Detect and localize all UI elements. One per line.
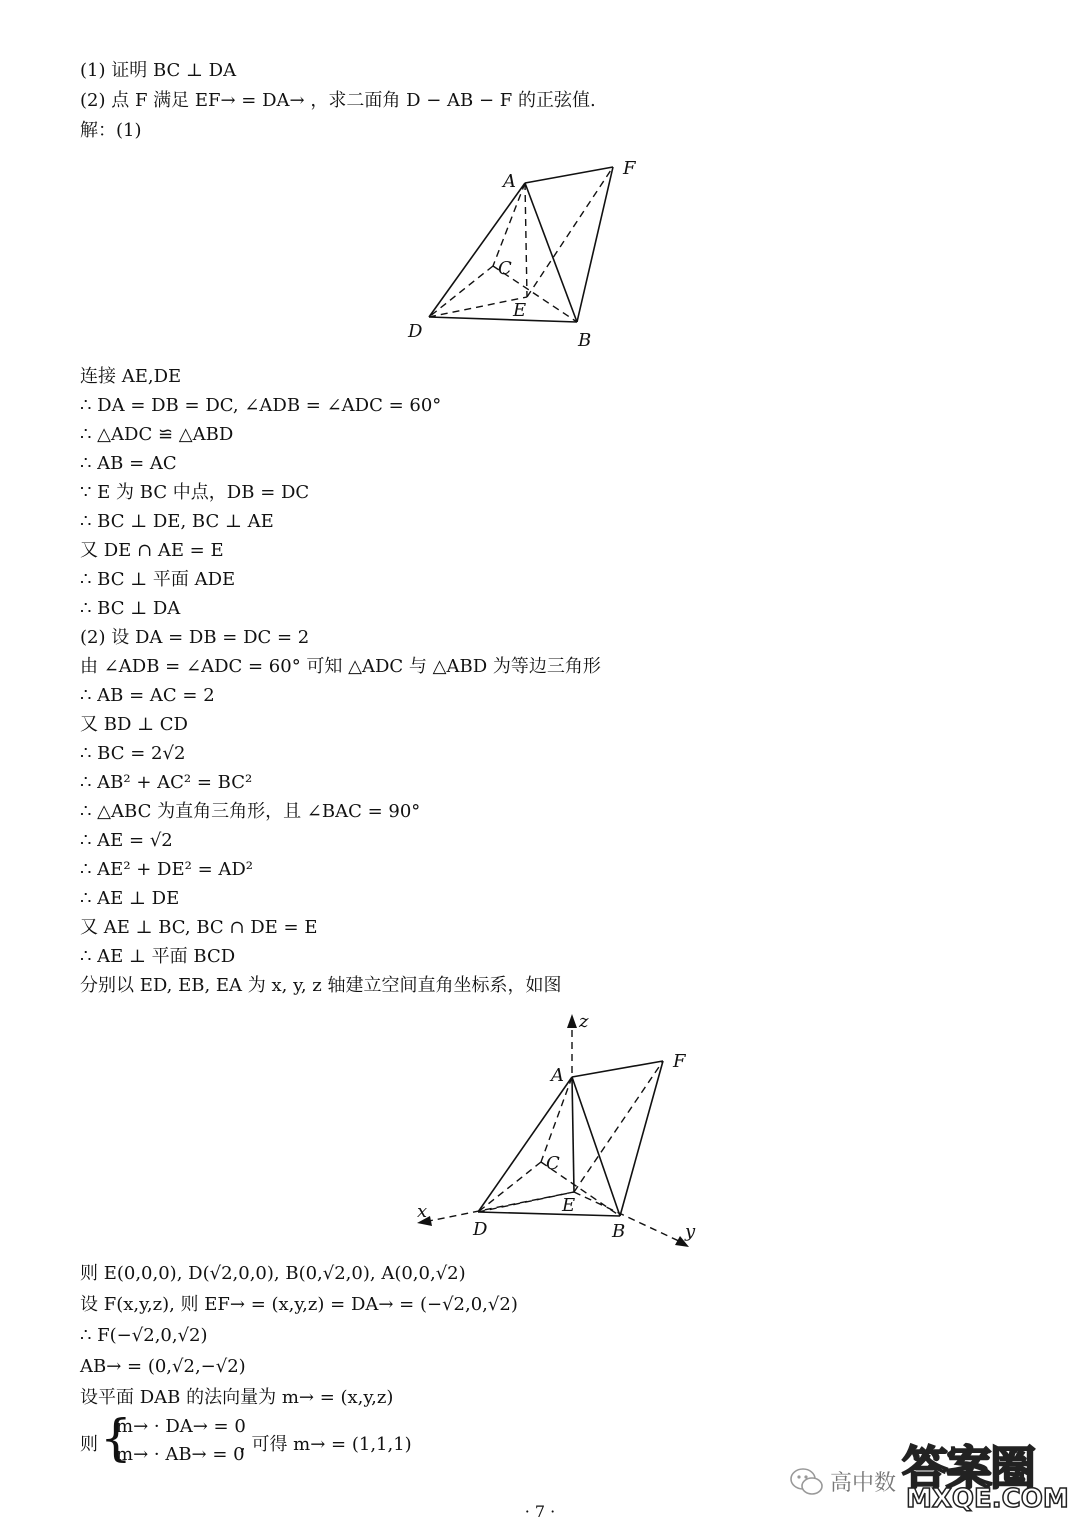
solution-line: 则 E(0,0,0), D(√2,0,0), B(0,√2,0), A(0,0,√2) [80, 1263, 466, 1284]
label-C: C [498, 258, 512, 279]
solution-line: ∴ △ADC ≌ △ABD [80, 424, 234, 445]
label-z: z [579, 1011, 589, 1032]
edge-DB [429, 317, 577, 322]
solution-line: ∴ BC ⊥ DE, BC ⊥ AE [80, 511, 274, 532]
solution-line: ∴ AE = √2 [80, 830, 173, 851]
solution-line: 由 ∠ADB = ∠ADC = 60° 可知 △ADC 与 △ABD 为等边三角形 [80, 656, 601, 677]
edge-FB [620, 1061, 663, 1216]
label-B: B [612, 1221, 626, 1242]
solution-line: ∴ AB² + AC² = BC² [80, 772, 253, 793]
edge-EF [574, 1061, 663, 1192]
label-x: x [417, 1201, 428, 1222]
y-axis-line [574, 1192, 681, 1242]
solution-line: ∵ E 为 BC 中点，DB = DC [80, 482, 310, 503]
solution-line: 又 BD ⊥ CD [80, 714, 188, 735]
logo-site: MXQE.COM [906, 1484, 1069, 1514]
wechat-icon [790, 1467, 824, 1497]
edge-FB [577, 167, 613, 322]
solution-line: 分别以 ED, EB, EA 为 x, y, z 轴建立空间直角坐标系，如图 [80, 975, 562, 996]
edge-AF [572, 1061, 663, 1077]
system-prefix: 则 [80, 1434, 98, 1455]
solution-line: ∴ F(−√2,0,√2) [80, 1325, 208, 1346]
solution-line: ∴ BC ⊥ 平面 ADE [80, 569, 236, 590]
label-D: D [408, 321, 423, 342]
question-part-1: (1) 证明 BC ⊥ DA [80, 60, 237, 81]
solution-line: AB→ = (0,√2,−√2) [80, 1356, 246, 1377]
edge-AD [429, 183, 525, 317]
solution-line: ∴ AE ⊥ DE [80, 888, 180, 909]
label-E: E [562, 1195, 576, 1216]
equation-bottom: m→ · AB→ = 0 [116, 1444, 245, 1465]
solution-heading: 解：(1) [80, 120, 142, 141]
solution-line: (2) 设 DA = DB = DC = 2 [80, 627, 310, 648]
solution-line: ∴ AB = AC = 2 [80, 685, 215, 706]
edge-AE [572, 1077, 574, 1192]
edge-AF [525, 167, 613, 183]
system-result: , 可得 m→ = (1,1,1) [240, 1434, 412, 1455]
edge-DB [478, 1212, 620, 1216]
edge-AC [541, 1077, 572, 1162]
page-number: · 7 · [524, 1502, 556, 1521]
label-F: F [673, 1051, 686, 1072]
solution-line: 又 AE ⊥ BC, BC ∩ DE = E [80, 917, 318, 938]
label-A: A [503, 171, 516, 192]
solution-line: ∴ AB = AC [80, 453, 177, 474]
edge-AE [525, 183, 527, 297]
label-D: D [473, 1219, 488, 1240]
label-C: C [546, 1153, 560, 1174]
logo-text: 答案圈 [902, 1441, 1034, 1495]
solution-line: 又 DE ∩ AE = E [80, 540, 224, 561]
label-B: B [578, 330, 592, 351]
solution-line: ∴ △ABC 为直角三角形，且 ∠BAC = 90° [80, 801, 421, 822]
wechat-account-text: 高中数 [830, 1471, 897, 1496]
solution-line: ∴ AE² + DE² = AD² [80, 859, 254, 880]
solution-line: ∴ DA = DB = DC, ∠ADB = ∠ADC = 60° [80, 395, 442, 416]
solution-line: 设平面 DAB 的法向量为 m→ = (x,y,z) [80, 1387, 394, 1408]
question-part-2: (2) 点 F 满足 EF→ = DA→ ，求二面角 D − AB − F 的正弦值. [80, 90, 596, 111]
solution-line: 连接 AE,DE [80, 366, 182, 387]
edge-AD [478, 1077, 572, 1212]
solution-line: ∴ AE ⊥ 平面 BCD [80, 946, 236, 967]
label-E: E [513, 300, 527, 321]
solution-line: ∴ BC = 2√2 [80, 743, 186, 764]
figure-tetrahedron [395, 150, 655, 360]
label-F: F [623, 158, 636, 179]
figure-coordinate-system [405, 1005, 705, 1255]
solution-line: ∴ BC ⊥ DA [80, 598, 181, 619]
equation-top: m→ · DA→ = 0 [116, 1416, 246, 1437]
equation-system [80, 1409, 412, 1470]
edge-AC [493, 183, 525, 266]
label-A: A [551, 1065, 564, 1086]
edge-AB [525, 183, 577, 322]
z-axis-arrow-icon [567, 1014, 577, 1028]
label-y: y [685, 1221, 696, 1242]
edge-EF [527, 167, 613, 297]
left-brace-icon: { [100, 1409, 132, 1467]
solution-line: 设 F(x,y,z), 则 EF→ = (x,y,z) = DA→ = (−√2,0,√2) [80, 1294, 518, 1315]
